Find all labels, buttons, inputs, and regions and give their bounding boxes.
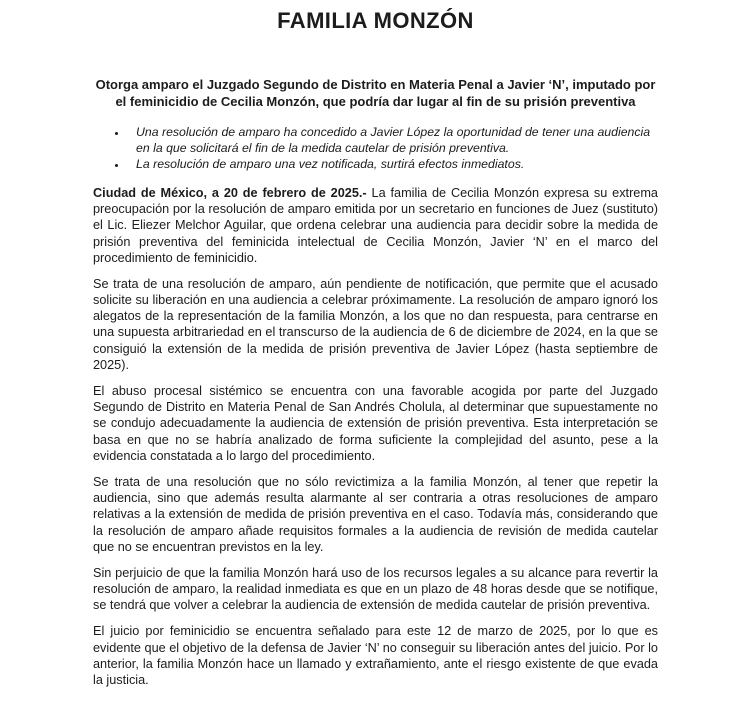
summary-bullet-2: • La resolución de amparo una vez notificada, surtirá efectos inmediatos. bbox=[127, 156, 658, 172]
summary-bullet-1: • Una resolución de amparo ha concedido a Javier López la oportunidad de tener una audiencia en la que solicitará el fin de la medida cautelar de prisión preventiva. bbox=[127, 124, 658, 156]
paragraph-6: El juicio por feminicidio se encuentra señalado para este 12 de marzo de 2025, por lo que es evidente que el objetivo de la defensa de Javier ‘N’ no conseguir su liberación antes del juicio. Por lo anterior, la familia Monzón hace un llamado y extrañamiento, ante el riesgo existente de que evada la justicia. bbox=[93, 624, 658, 688]
dateline: Ciudad de México, a 20 de febrero de 2025.- bbox=[93, 185, 367, 200]
paragraph-2: Se trata de una resolución de amparo, aún pendiente de notificación, que permite que el acusado solicite su liberación en una audiencia a celebrar próximamente. La resolución de amparo ignoró los alegatos de la representación de la familia Monzón, a los que no dan respuesta, para centrarse en una supuesta arbitrariedad en el transcurso de la audiencia de 6 de diciembre de 2024, en la que se consiguió la extensión de la medida de prisión preventiva de Javier López (hasta septiembre de 2025). bbox=[93, 276, 658, 373]
paragraph-3: El abuso procesal sistémico se encuentra con una favorable acogida por parte del Juzgado Segundo de Distrito en Materia Penal de San Andrés Cholula, al determinar que supuestamente no se condujo adecuadamente la audiencia de extensión de prisión preventiva. Esta interpretación se basa en que no se habría analizado de forma suficiente la complejidad del asunto, pese a la evidencia constatada a lo largo del procedimiento. bbox=[93, 383, 658, 464]
paragraph-1 bbox=[93, 185, 658, 266]
paragraph-4: Se trata de una resolución que no sólo revictimiza a la familia Monzón, al tener que repetir la audiencia, sino que además resulta alarmante al ser contraria a otras resoluciones de amparo relativas a la extensión de medida de prisión preventiva en el caso. Todavía más, considerando que la resolución de amparo añade requisitos formales a la audiencia de revisión de medida cautelar que no se encuentran previstos en la ley. bbox=[93, 474, 658, 555]
document-title: FAMILIA MONZÓN bbox=[277, 8, 474, 33]
summary-bullet-list bbox=[93, 124, 658, 173]
paragraph-1-text: La familia de Cecilia Monzón expresa su extrema preocupación por la resolución de amparo emitida por un secretario en funciones de Juez (sustituto) el Lic. Eliezer Melchor Aguilar, que ordena celebrar una audiencia para decidir sobre la medida de prisión preventiva del feminicida intelectual de Cecilia Monzón, Javier ‘N’ en el marco del procedimiento de feminicidio. bbox=[93, 185, 658, 265]
document-subtitle: Otorga amparo el Juzgado Segundo de Distrito en Materia Penal a Javier ‘N’, imputado por el feminicidio de Cecilia Monzón, que podría dar lugar al fin de su prisión preventiva bbox=[95, 77, 656, 109]
paragraph-5: Sin perjuicio de que la familia Monzón hará uso de los recursos legales a su alcance para revertir la resolución de amparo, la realidad inmediata es que en un plazo de 48 horas desde que se notifique, se tendrá que volver a celebrar la audiencia de extensión de medida cautelar de prisión preventiva. bbox=[93, 565, 658, 613]
